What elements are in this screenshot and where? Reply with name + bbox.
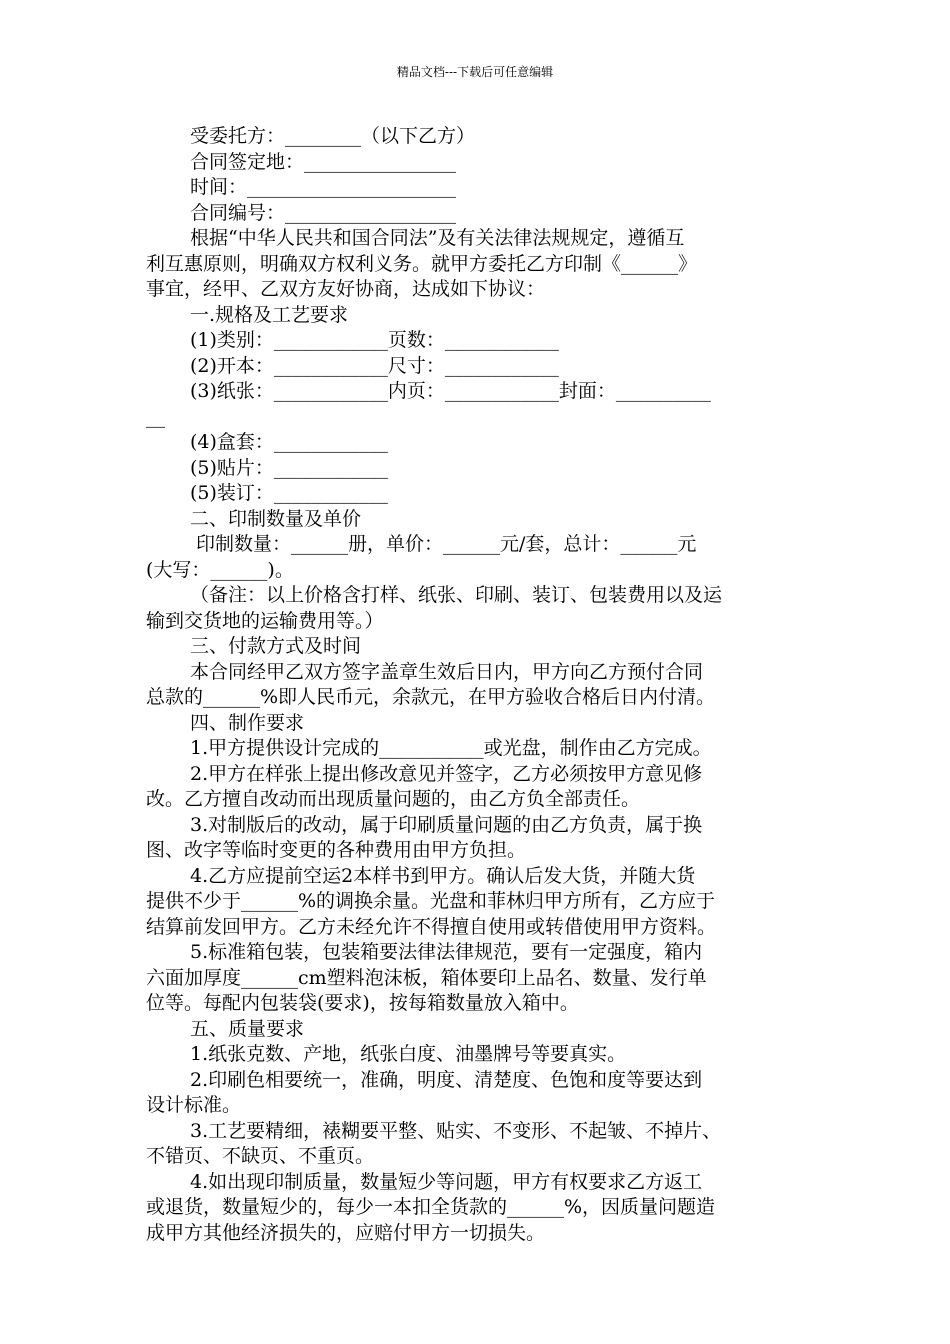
contract-line: 成甲方其他经济损失的，应赔付甲方一切损失。: [146, 1221, 546, 1244]
contract-line: 改。乙方擅自改动而出现质量问题的，由乙方负全部责任。: [146, 788, 641, 810]
contract-line: 输到交货地的运输费用等。）: [146, 609, 384, 632]
contract-line: 5.标准箱包装，包装箱要法律法律规范，要有一定强度，箱内: [190, 941, 703, 963]
contract-line: 时间：______________________: [190, 176, 457, 198]
contract-line: 二、印制数量及单价: [190, 507, 362, 530]
contract-line: (5)贴片：____________: [190, 456, 388, 479]
contract-line: (5)装订：____________: [190, 482, 388, 504]
contract-line: 图、改字等临时变更的各种费用由甲方负担。: [146, 839, 527, 861]
contract-line: 不错页、不缺页、不重页。: [146, 1145, 375, 1167]
contract-line: 六面加厚度______cm塑料泡沫板，箱体要印上品名、数量、发行单: [146, 966, 707, 989]
contract-line: 提供不少于______%的调换余量。光盘和菲林归甲方所有，乙方应于: [146, 890, 716, 912]
contract-line: 1.纸张克数、产地，纸张白度、油墨牌号等要真实。: [190, 1043, 627, 1065]
contract-line: 合同编号：__________________: [190, 201, 457, 224]
contract-line: （备注：以上价格含打样、纸张、印刷、装订、包装费用以及运: [190, 584, 723, 606]
contract-line: 合同签定地：________________: [190, 150, 457, 173]
contract-line: 总款的______%即人民币元，余款元，在甲方验收合格后日内付清。: [146, 686, 716, 708]
contract-line: (1)类别：____________页数：____________: [190, 329, 559, 351]
contract-line: 五、质量要求: [190, 1017, 305, 1040]
contract-line: (大写：______)。: [146, 558, 294, 581]
page-header: 精品文档---下载后可任意编辑: [396, 65, 554, 79]
contract-line: 事宜，经甲、乙双方友好协商，达成如下协议：: [146, 278, 546, 300]
contract-line: 3.工艺要精细，裱糊要平整、贴实、不变形、不起皱、不掉片、: [190, 1119, 722, 1142]
contract-line: 一.规格及工艺要求: [190, 303, 349, 326]
contract-line: 三、付款方式及时间: [190, 635, 362, 657]
contract-line: (2)开本：____________尺寸：____________: [190, 354, 559, 377]
contract-line: 或退货，数量短少的，每少一本扣全货款的______%，因质量问题造: [146, 1196, 716, 1218]
contract-line: 设计标准。: [146, 1094, 242, 1116]
contract-line: 4.如出现印制质量，数量短少等问题，甲方有权要求乙方返工: [190, 1170, 703, 1193]
contract-line: 本合同经甲乙双方签字盖章生效后日内，甲方向乙方预付合同: [190, 660, 704, 683]
contract-line: __: [146, 405, 165, 428]
contract-line: 2.印刷色相要统一，准确，明度、清楚度、色饱和度等要达到: [190, 1068, 703, 1091]
contract-body: [146, 124, 816, 1246]
contract-line: 四、制作要求: [190, 711, 305, 734]
contract-line: 位等。每配内包装袋(要求)，按每箱数量放入箱中。: [146, 992, 579, 1014]
contract-line: 1.甲方提供设计完成的___________或光盘，制作由乙方完成。: [190, 737, 712, 759]
contract-line: 3.对制版后的改动，属于印刷质量问题的由乙方负责，属于换: [190, 813, 703, 836]
contract-line: 4.乙方应提前空运2本样书到甲方。确认后发大货，并随大货: [190, 864, 696, 887]
contract-line: (4)盒套：____________: [190, 431, 388, 453]
contract-line: 利互惠原则，明确双方权利义务。就甲方委托乙方印制《______》: [146, 252, 698, 275]
contract-line: 印制数量：______册，单价：______元/套，总计：______元: [196, 533, 697, 555]
contract-line: 结算前发回甲方。乙方未经允许不得擅自使用或转借使用甲方资料。: [146, 915, 717, 938]
contract-line: 2.甲方在样张上提出修改意见并签字，乙方必须按甲方意见修: [190, 762, 703, 785]
contract-line: 受委托方：________（以下乙方）: [190, 125, 476, 147]
contract-line: 根据“中华人民共和国合同法”及有关法律法规规定，遵循互: [190, 227, 685, 249]
contract-line: (3)纸张：____________内页：____________封面：__________: [190, 380, 711, 402]
